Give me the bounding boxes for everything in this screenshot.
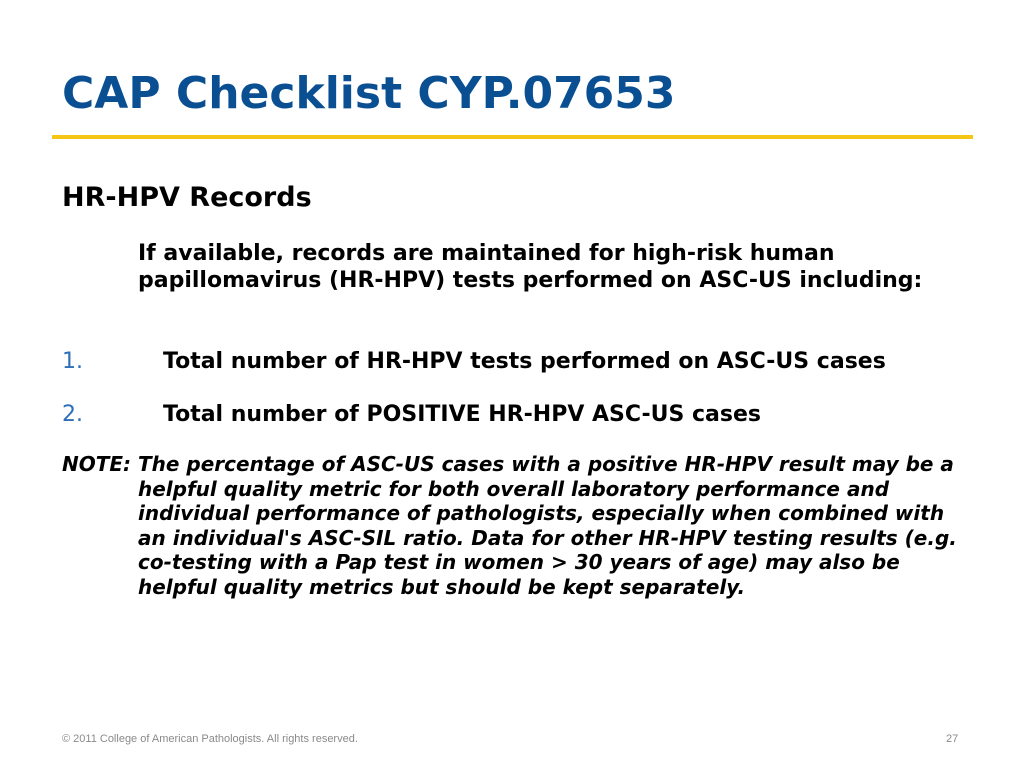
intro-paragraph: If available, records are maintained for high-risk human papillomavirus (HR-HPV) tests performed on ASC-US including: xyxy=(138,241,923,293)
note-text: The percentage of ASC-US cases with a positive HR-HPV result may be a helpful quality metric for both overall laboratory performance and individual performance of pathologists, especially when combined with an individual's ASC-SIL ratio. Data for other HR-HPV testing results (e.g. co-testing with a Pap test in women > 30 years of age) may also be helpful quality metrics but should be kept separately. xyxy=(138,452,957,599)
list-item-number: 2. xyxy=(62,402,83,427)
note-label: NOTE: xyxy=(62,452,132,476)
list-item-number: 1. xyxy=(62,349,83,374)
slide-title: CAP Checklist CYP.07653 xyxy=(62,68,676,119)
footer-copyright: © 2011 College of American Pathologists. All rights reserved. xyxy=(62,733,358,745)
note-block xyxy=(62,452,962,599)
list-item-text: Total number of POSITIVE HR-HPV ASC-US cases xyxy=(163,402,762,427)
section-heading: HR-HPV Records xyxy=(62,182,312,213)
page-number: 27 xyxy=(946,733,959,745)
list-item-text: Total number of HR-HPV tests performed on ASC-US cases xyxy=(163,349,886,374)
title-underline xyxy=(52,135,973,139)
